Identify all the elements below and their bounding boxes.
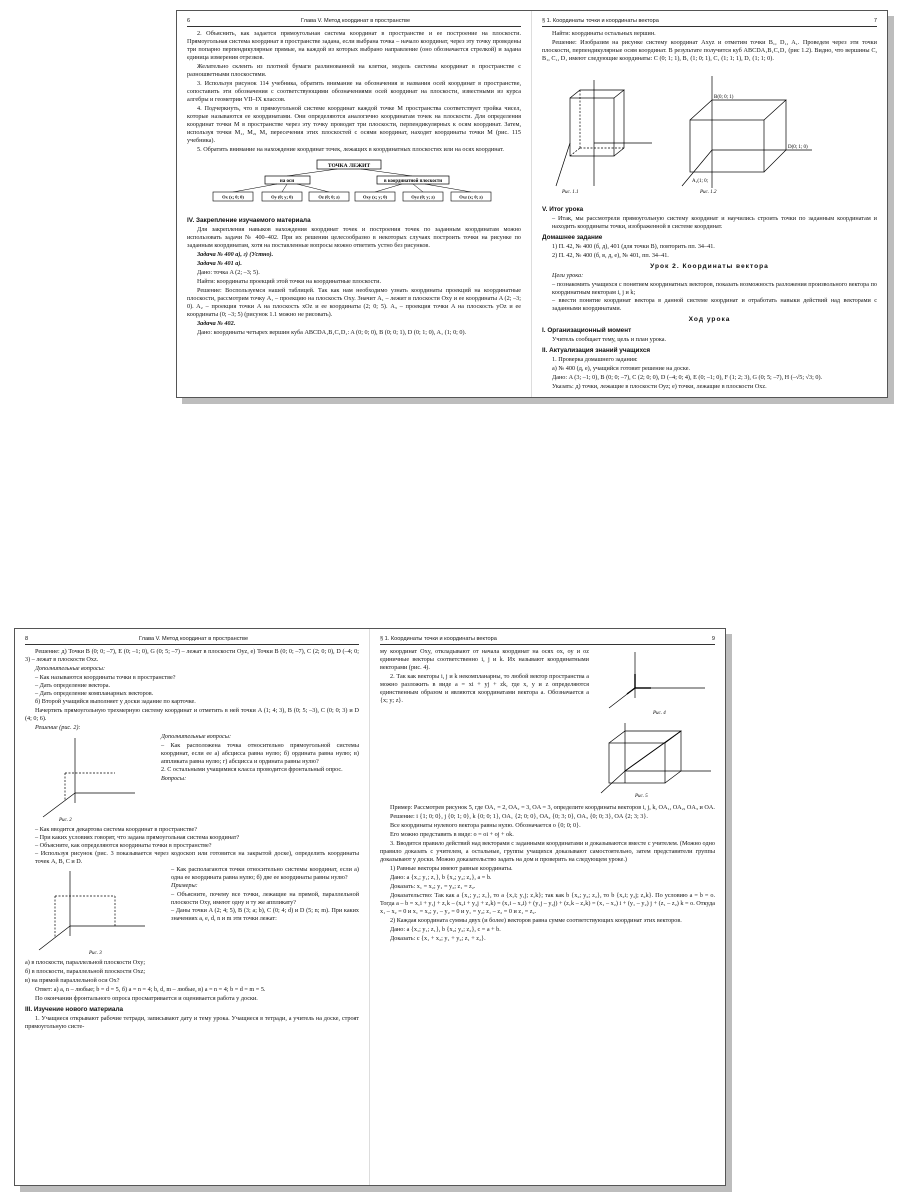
figure-caption: Рис. 5: [635, 794, 648, 799]
figure-4: [595, 648, 715, 718]
list-item: – Как называются координаты точки в пространстве?: [35, 674, 359, 682]
page-6: [177, 11, 532, 397]
page-number: 9: [711, 636, 715, 642]
bottom-spread: [14, 628, 726, 1186]
figure-caption: Рис. 1.2: [700, 190, 717, 195]
paragraph: му координат Oxy, откладывают от начала координат на осях ox, oy и oz единичные векторы соответственно i, j и k. Их называют координатными векторами (рис. 4).: [380, 648, 589, 671]
list-item: – При каких условиях говорят, что задана прямоугольная система координат?: [35, 834, 359, 842]
figure-2: [25, 733, 145, 823]
running-header: [542, 17, 877, 27]
list-item: – Итак, мы рассмотрели прямоугольную систему координат и научились строить точки по заданным координатам и находить координаты точки, изображенной в системе координат.: [552, 215, 877, 231]
paragraph: 5. Обратить внимание на нахождение координат точек, лежащих в координатных плоскостях или на осях координат.: [197, 146, 504, 153]
header-title: Глава V. Метод координат в пространстве: [139, 636, 249, 642]
paragraph: а) в плоскости, параллельной плоскости Oxy;: [25, 959, 146, 966]
page-7: [532, 11, 887, 397]
paragraph: Дополнительные вопросы:: [35, 665, 106, 672]
lesson-subtitle: Ход урока: [688, 316, 731, 323]
paragraph: 2. Так как векторы i, j и k некомпланарны, то любой вектор пространства a можно разложить в виде a = xi + yj + zk, где x, y и z определяются единственным образом и являются координатами вектора a. Обозначается a {x; y; z}.: [380, 673, 589, 704]
paragraph: 1) Равные векторы имеют равные координаты.: [390, 865, 513, 872]
paragraph: Дано: A (3; –1; 0), B (0; 0; –7), C (2; 0; 0), D (–4; 0; 4), E (0; –1; 0), F (1; 2; 3), G (0; 5; –7), H (–√5; √3; 0).: [552, 374, 823, 381]
paragraph: Решение (рис. 2):: [35, 724, 81, 731]
cube-figures: [542, 68, 877, 196]
paragraph: Доказать: x₁ = x₂; y₁ = y₂; z₁ = z₂.: [390, 883, 476, 890]
paragraph: Пример: Рассмотрев рисунок 5, где OA₁ = 2, OA₂ = 3, OA = 3, определите координаты векторов i, j, k, OA₁, OA₂, OA₃ и OA.: [390, 804, 715, 811]
header-title: Глава V. Метод координат в пространстве: [301, 18, 411, 24]
page-number: 8: [25, 636, 29, 642]
figure-5: [595, 721, 715, 801]
list-item: – познакомить учащихся с понятием координатных векторов, показать возможность разложения произвольного вектора по координатным векторам i, j и k;: [552, 281, 877, 297]
diagram-leaf: Oxy (x; y; 0): [362, 194, 388, 200]
section-heading: V. Итог урока: [542, 206, 584, 213]
paragraph: 1) П. 42, № 400 (б, д), 401 (для точки B), повторить пп. 34–41.: [552, 243, 715, 250]
paragraph: б) в плоскости, параллельной плоскости Oxz;: [25, 968, 146, 975]
paragraph: 1. Учащиеся открывают рабочие тетради, записывают дату и тему урока. Учащиеся в тетради, а учитель на доске, строят прямоугольную систе-: [25, 1015, 359, 1030]
list-item: – Дать определение вектора.: [35, 682, 359, 690]
paragraph: 2. Объяснить, как задается прямоугольная система координат в пространстве и ее построение на плоскости. Прямоугольная система координат в пространстве задана, если выбрана точка – начало координат, через эту точку проведены три попарно перпендикулярные прямые, на каждой из которых выбрано направление (оно обозначается стрелкой) и задана единица измерения отрезков.: [187, 30, 521, 61]
paragraph: Решение: Воспользуемся нашей таблицей. Так как нам необходимо узнать координаты проекций на координатные плоскости, рассмотрим точку A₁ – проекцию на плоскость Oxy. Значит A₁ – лежит в плоскости Oxy и ее координаты A (2; –3; 0). A₂ – проекция точки A на плоскость xOz и ее координаты (2; 0; 5). A₃ – проекция точки A на плоскость yOz и ее координаты (0; –3; 5) (рисунок 1.1 можно не рисовать).: [187, 287, 521, 318]
figure-caption: Рис. 1.1: [562, 190, 579, 195]
page-number: 6: [187, 18, 191, 24]
running-header: [380, 635, 715, 645]
paragraph: 2) Каждая координата суммы двух (и более) векторов равна сумме соответствующих координат этих векторов.: [390, 917, 682, 924]
paragraph: Доказать: c {x₁ + x₂; y₁ + y₂; z₁ + z₂}.: [390, 935, 486, 942]
paragraph: 2) П. 42, № 400 (б, в, д, е), № 401, пп. 34–41.: [552, 252, 669, 259]
figure-label: D(0; 1; 0): [788, 145, 808, 150]
paragraph: Ответ: а) a, n – любые; b = d = 5, б) a = n = 4; b, d, m – любые, в) a = n = 4; b = d = m = 5.: [35, 986, 266, 993]
figure-3: [25, 866, 155, 956]
header-title: § 1. Координаты точки и координаты вектора: [380, 636, 497, 642]
paragraph: Решение: д) Точки B (0; 0; –7), E (0; –1; 0), G (0; 5; –7) – лежат в плоскости Oyz, е) Точки B (0; 0; –7), C (2; 0; 0), D (–4; 0; 3) – лежат в плоскости Oxz.: [25, 648, 359, 663]
lesson-title: Урок 2. Координаты вектора: [650, 263, 769, 270]
paragraph: Примеры:: [171, 882, 198, 889]
paragraph: Вопросы:: [161, 775, 187, 782]
list-item: – Дать определение компланарных векторов.: [35, 690, 359, 698]
diagram-plane: в координатной плоскости: [384, 179, 442, 184]
paragraph: Дополнительные вопросы:: [161, 733, 232, 740]
paragraph: Дано: точка A (2; –3; 5).: [197, 269, 260, 276]
paragraph: Цели урока:: [552, 272, 584, 279]
list-item: – Объясните, почему все точки, лежащие на прямой, параллельной плоскости Oxy, имеют одну и ту же аппликату?: [171, 891, 359, 907]
task-title: Задача № 401 а).: [197, 260, 242, 267]
figure-caption: Рис. 3: [89, 951, 102, 956]
paragraph: Все координаты нулевого вектора равны нулю. Обозначается o {0; 0; 0}.: [390, 822, 581, 829]
diagram-leaf: Oz (0; 0; z): [318, 194, 340, 200]
paragraph: Найти: координаты остальных вершин.: [552, 30, 656, 37]
paragraph: 2. С остальными учащимися класса проводится фронтальный опрос.: [161, 766, 343, 773]
page-9: [370, 629, 725, 1185]
section-heading: IV. Закрепление изучаемого материала: [187, 217, 311, 224]
diagram-leaf: Oxz (x; 0; z): [459, 194, 483, 200]
paragraph: Учитель сообщает тему, цель и план урока.: [552, 336, 667, 343]
task-title: Задача № 400 а), г) (Устно).: [197, 251, 274, 258]
diagram-root: ТОЧКА ЛЕЖИТ: [327, 163, 371, 169]
paragraph: Для закрепления навыков нахождения координат точек и построения точек по заданным координатам можно использовать задачи № 400–402. При их решении целесообразно в некоторых случаях построить точки на рисунке по заданным координатам, хотя на поставленные вопросы можно ответить устно без рисунков.: [187, 226, 521, 249]
paragraph: 1. Проверка домашнего задания:: [552, 356, 638, 363]
page-8: [15, 629, 370, 1185]
diagram-leaf: Oyz (0; y; z): [411, 194, 435, 200]
figure-caption: Рис. 2: [59, 818, 72, 823]
figure-label: B(0; 0; 1): [714, 95, 734, 100]
section-heading: III. Изучение нового материала: [25, 1006, 124, 1013]
paragraph: Найти: координаты проекций этой точки на координатные плоскости.: [197, 278, 381, 285]
paragraph: 3. Вводится правило действий над векторами с заданными координатами и доказываются вместе с учителем. (Можно одно правило доказать с учителем, а остальные, группы учащихся доказывают самостоятельно, затем представители группы доказывают у доски. Можно доказательство задать на дом и проверить на следующем уроке.): [380, 840, 715, 863]
list-item: – Используя рисунок (рис. 3 показывается через кодоскоп или готовится на закрытой доске), определить координаты точек A, B, C и D.: [35, 850, 359, 866]
list-item: – Объясните, как определяются координаты точки в пространстве?: [35, 842, 359, 850]
paragraph: Его можно представить в виде: o = oi + oj + ok.: [390, 831, 514, 838]
section-heading: I. Организационный момент: [542, 327, 632, 334]
page-number: 7: [873, 18, 877, 24]
running-header: [25, 635, 359, 645]
paragraph: Доказательство: Так как a {x₁; y₁; z₁}, то a {x₁i; y₁j; z₁k}; так как b {x₂; y₂; z₂}, то b {x₂i; y₂j; z₂k}. По условию a = b = o. Тогда a – b = x₁i + y₁j + z₁k – (x₂i + y₂j + z₂k) = (x₁i – x₂i) + (y₁j – y₂j) + (z₁k – z₂k) = (x₁ – x₂) i + (y₁ – y₂) j + (z₁ – z₂) k = o. Откуда x₁ – x₂ = 0 и x₁ = x₂; y₁ – y₂ = 0 и y₁ = y₂; z₁ – z₂ = 0 и z₁ = z₂.: [380, 892, 715, 915]
paragraph: Решение: i {1; 0; 0}, j {0; 1; 0}, k {0; 0; 1}, OA₁ {2; 0; 0}, OA₂ {0; 3; 0}, OA₃ {0; 0; 3}, OA {2; 3; 3}.: [390, 813, 648, 820]
section-heading: Домашнее задание: [542, 234, 603, 241]
paragraph: в) на прямой параллельной оси Ox?: [25, 977, 120, 984]
paragraph: Решение: Изобразим на рисунке систему координат Axyz и отметим точки B₁, D₁, A₁. Проведем через эти точки плоскости, перпендикулярные осям координат. В результате получится куб ABCDA₁B₁C₁D₁ (рис 1.2). Видно, что вершины C, B₁, C₁, D₁ имеют следующие координаты: C (0; 1; 1), B₁ (1; 0; 1), C₁ (1; 1; 1), D₁ (1; 1; 0).: [542, 39, 877, 62]
list-item: – Даны точки A (2; 4; 5), B (3; a; b), C (0; 4; d) и D (5; n; m). При каких значениях a, e, d, n и m эти точки лежат:: [171, 907, 359, 923]
paragraph: Указать: д) точки, лежащие в плоскости Oyz; е) точки, лежащие в плоскости Oxz.: [552, 383, 767, 390]
figure-caption: Рис. 4: [653, 711, 666, 716]
paragraph: а) № 400 (д, е), учащийся готовит решение на доске.: [552, 365, 691, 372]
running-header: [187, 17, 521, 27]
paragraph: По окончании фронтального опроса просматривается и оценивается работа у доски.: [35, 995, 258, 1002]
paragraph: Дано: a {x₁; y₁; z₁}, b {x₂; y₂; z₂}, a = b.: [390, 874, 492, 881]
list-item: – Как расположена точка относительно прямоугольной системы координат, если ее а) абсцисса равна нулю; б) ордината равна нулю; в) аппликата равна нулю; г) абсцисса и ордината равны нулю?: [161, 742, 359, 766]
paragraph: 4. Подчеркнуть, что в прямоугольной системе координат каждой точке M пространства соответствует тройка чисел, которые называются ее координатами. Они определяются аналогично координатам точек на плоскости. Для определения координат точки M в пространстве через эту точку проводят три плоскости, перпендикулярных к осям координат. Затем, используя точки M₁, M₂, M₃ пересечения этих плоскостей с осями координат, находят координаты точки M (рис. 115 учебника).: [187, 105, 521, 144]
point-location-diagram: [187, 159, 522, 207]
top-spread: [176, 10, 888, 398]
diagram-leaf: Oy (0; y; 0): [271, 194, 293, 200]
section-heading: II. Актуализация знаний учащихся: [542, 347, 651, 354]
list-item: – ввести понятие координат вектора в данной системе координат и отработать навыки действий над векторами с заданными координатами.: [552, 297, 877, 313]
task-title: Задача № 402.: [197, 320, 236, 327]
header-title: § 1. Координаты точки и координаты вектора: [542, 18, 659, 24]
paragraph: б) Второй учащийся выполняет у доски задание по карточке.: [35, 698, 196, 705]
figure-label: A₁(1; 0;: [692, 179, 709, 184]
paragraph: Начертить прямоугольную трехмерную систему координат и отметить в ней точки A (1; 4; 3), B (0; 5; –3), C (0; 0; 3) и D (4; 0; 6).: [25, 707, 359, 722]
diagram-leaf: Ox (x; 0; 0): [222, 194, 244, 200]
list-item: – Как располагаются точки относительно системы координат, если а) одна ее координата равна нулю; б) две ее координаты равны нулю?: [171, 866, 359, 882]
list-item: – Как вводится декартова система координат в пространстве?: [35, 826, 359, 834]
diagram-axis: на оси: [279, 179, 295, 184]
paragraph: Дано: a {x₁; y₁; z₁}, b {x₂; y₂; z₂}, c = a + b.: [390, 926, 501, 933]
paragraph: Дано: координаты четырех вершин куба ABCDA₁B₁C₁D₁: A (0; 0; 0), B (0; 0; 1), D (0; 1; 0), A₁ (1; 0; 0).: [197, 329, 467, 336]
paragraph: 3. Используя рисунок 114 учебника, обратить внимание на обозначения и названия осей координат в пространстве, сопоставить эти обозначения с соответствующими обозначениями осей координат на плоскости, известными из курса алгебры и геометрии VII–IX классов.: [187, 80, 521, 103]
paragraph: Желательно склеить из плотной бумаги разлинованной на клетки, модель системы координат в пространстве с разнoшветными плоскостями.: [187, 63, 521, 78]
